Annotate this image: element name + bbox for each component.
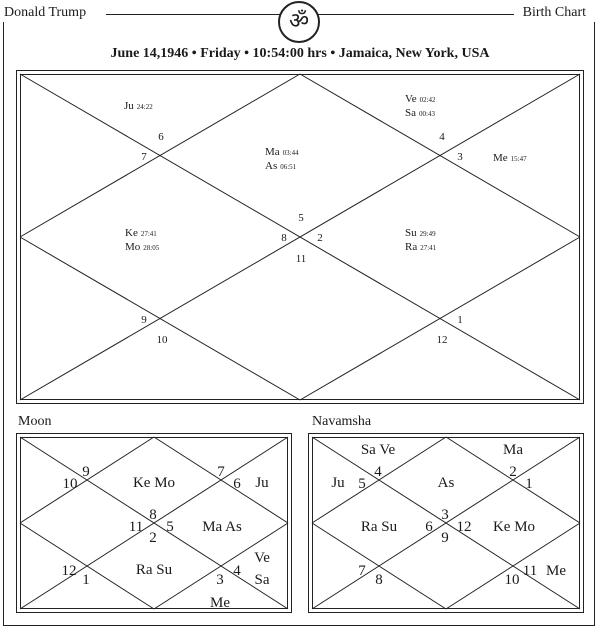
- main-house-number: 2: [317, 232, 323, 244]
- moon-house-number: 9: [82, 464, 90, 480]
- main-house-number: 1: [457, 314, 463, 326]
- main-house-number: 6: [158, 131, 164, 143]
- planet-venus: Ve 02:42: [405, 93, 436, 105]
- planet-mars: Ma 03:44: [265, 146, 299, 158]
- planet-sun: Su 29:49: [405, 227, 436, 239]
- moon-chart-label: Moon: [18, 414, 52, 429]
- moon-cell-ju: Ju: [255, 475, 269, 491]
- main-house-number: 10: [156, 334, 168, 346]
- navamsha-house-number: 8: [375, 572, 383, 588]
- navamsha-cell-ju: Ju: [331, 475, 345, 491]
- navamsha-cell-as: As: [437, 475, 455, 491]
- main-house-number: 4: [439, 131, 445, 143]
- moon-house-number: 5: [166, 519, 174, 535]
- main-house-number: 8: [281, 232, 287, 244]
- moon-house-number: 1: [82, 572, 90, 588]
- moon-house-number: 11: [128, 519, 144, 535]
- moon-cell-ve: Ve: [254, 550, 270, 566]
- navamsha-house-number: 3: [441, 507, 449, 523]
- navamsha-cell-sa-ve: Sa Ve: [360, 442, 396, 458]
- birth-details: June 14,1946 • Friday • 10:54:00 hrs • Jamaica, New York, USA: [110, 46, 490, 61]
- main-house-number: 7: [141, 151, 147, 163]
- moon-cell-me: Me: [210, 595, 230, 611]
- chart-type-title: Birth Chart: [522, 5, 586, 20]
- moon-cell-ma-as: Ma As: [202, 519, 242, 535]
- moon-house-number: 8: [149, 507, 157, 523]
- person-name: Donald Trump: [4, 5, 87, 20]
- planet-ketu: Ke 27:41: [125, 227, 157, 239]
- navamsha-chart-label: Navamsha: [312, 414, 372, 429]
- main-house-number: 12: [436, 334, 448, 346]
- navamsha-house-number: 10: [504, 572, 520, 588]
- navamsha-cell-ke-mo: Ke Mo: [492, 519, 536, 535]
- main-house-number: 11: [295, 253, 307, 265]
- moon-cell-sa: Sa: [254, 572, 270, 588]
- navamsha-house-number: 2: [509, 464, 517, 480]
- moon-cell-ke-mo: Ke Mo: [132, 475, 176, 491]
- planet-jupiter: Ju 24:22: [124, 100, 153, 112]
- navamsha-house-number: 7: [358, 563, 366, 579]
- planet-moon: Mo 28:05: [125, 241, 160, 253]
- om-symbol: ॐ: [288, 9, 310, 34]
- navamsha-cell-me: Me: [546, 563, 566, 579]
- planet-saturn: Sa 00:43: [405, 107, 435, 119]
- navamsha-house-number: 11: [522, 563, 538, 579]
- planet-rahu: Ra 27:41: [405, 241, 437, 253]
- navamsha-cell-ma: Ma: [503, 442, 523, 458]
- main-house-number: 9: [141, 314, 147, 326]
- moon-house-number: 7: [217, 464, 225, 480]
- main-house-number: 5: [298, 212, 304, 224]
- navamsha-house-number: 12: [456, 519, 472, 535]
- moon-cell-ra-su: Ra Su: [135, 562, 173, 578]
- navamsha-house-number: 9: [441, 530, 449, 546]
- moon-house-number: 12: [61, 563, 77, 579]
- moon-house-number: 6: [233, 476, 241, 492]
- moon-house-number: 4: [233, 563, 241, 579]
- navamsha-house-number: 6: [425, 519, 433, 535]
- navamsha-house-number: 5: [358, 476, 366, 492]
- moon-house-number: 3: [216, 572, 224, 588]
- navamsha-cell-ra-su: Ra Su: [360, 519, 398, 535]
- moon-house-number: 2: [149, 530, 157, 546]
- ascendant: As 06:51: [265, 160, 297, 172]
- navamsha-house-number: 1: [525, 476, 533, 492]
- main-house-number: 3: [457, 151, 463, 163]
- planet-mercury: Me 15:47: [493, 152, 527, 164]
- moon-house-number: 10: [62, 476, 78, 492]
- navamsha-house-number: 4: [374, 464, 382, 480]
